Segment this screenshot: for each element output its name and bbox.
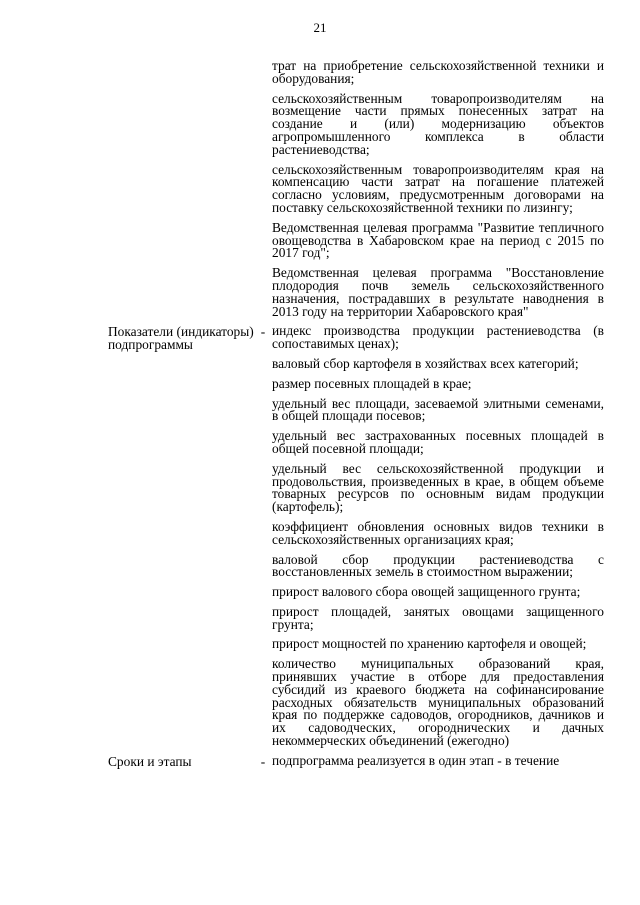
stages-dash: - — [260, 753, 266, 769]
list-item: трат на приобретение сельскохозяйственной техники и оборудования; — [272, 58, 604, 86]
indicators-items — [272, 325, 604, 755]
list-item: удельный вес застрахованных посевных площадей в общей посевной площади; — [272, 428, 604, 456]
list-item: сельскохозяйственным товаропроизводителям на возмещение части прямых понесенных затрат на создание и (или) модернизацию объектов агропромышленного комплекса в области растениеводства; — [272, 90, 604, 157]
stages-label: Сроки и этапы — [108, 753, 192, 769]
continued-items — [272, 60, 604, 325]
list-item: удельный вес площади, засеваемой элитными семенами, в общей площади посевов; — [272, 395, 604, 424]
page-number: 21 — [313, 20, 327, 35]
list-item: прирост мощностей по хранению картофеля и овощей; — [272, 636, 587, 652]
indicators-label: Показатели (индикаторы) подпрограммы — [108, 324, 254, 353]
indicators-dash: - — [260, 324, 266, 340]
list-item: количество муниципальных образований края, принявших участие в отборе для предоставления субсидий из краевого бюджета на софинансирование расходных обязательств муниципальных образований края по поддержке садоводов, огородников, дачников и их садоводческих, огороднических и дачных некоммерческих объединений (ежегодно) — [272, 656, 604, 749]
list-item: прирост площадей, занятых овощами защищенного грунта; — [272, 603, 604, 632]
list-item: прирост валового сбора овощей защищенного грунта; — [272, 584, 581, 600]
indicators-row — [108, 325, 604, 755]
list-item: индекс производства продукции растениеводства (в сопоставимых ценах); — [272, 323, 604, 352]
passport-table — [108, 60, 604, 775]
list-item: сельскохозяйственным товаропроизводителям края на компенсацию части затрат на погашение платежей согласно условиям, предусмотренным договорами на поставку сельскохозяйственной техники по лизингу; — [272, 161, 604, 215]
list-item: удельный вес сельскохозяйственной продукции и продовольствия, произведенных в крае, в общем объеме товарных ресурсов по основным видам продукции (картофель); — [272, 460, 604, 515]
stages-row — [108, 752, 604, 775]
stages-items — [272, 752, 604, 775]
list-item: коэффициент обновления основных видов техники в сельскохозяйственных организациях края; — [272, 518, 604, 547]
list-item: подпрограмма реализуется в один этап - в течение — [272, 752, 560, 768]
list-item: валовой сбор продукции растениеводства с восстановленных земель в стоимостном выражении; — [272, 551, 604, 580]
list-item: размер посевных площадей в крае; — [272, 375, 472, 391]
list-item: Ведомственная целевая программа "Развитие тепличного овощеводства в Хабаровском крае на период с 2015 по 2017 год"; — [272, 219, 604, 261]
list-item: валовый сбор картофеля в хозяйствах всех категорий; — [272, 355, 579, 371]
continued-row — [108, 60, 604, 325]
list-item: Ведомственная целевая программа "Восстановление плодородия почв земель сельскохозяйственного назначения, пострадавших в результате наводнения в 2013 году на территории Хабаровского края" — [272, 265, 604, 319]
